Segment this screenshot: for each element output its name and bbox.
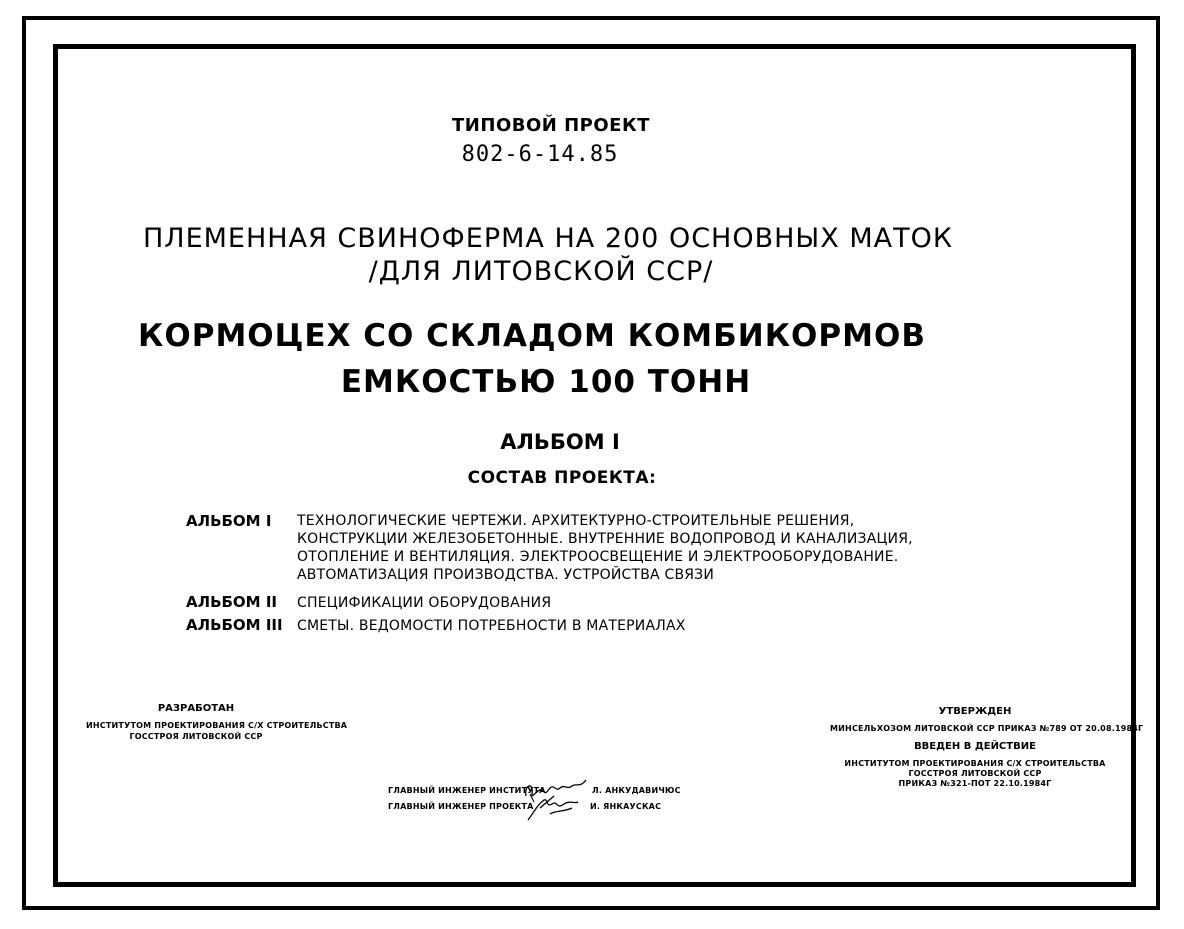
album-1-line: ОТОПЛЕНИЕ И ВЕНТИЛЯЦИЯ. ЭЛЕКТРООСВЕЩЕНИЕ И ЭЛЕКТРООБОРУДОВАНИЕ. <box>297 549 899 565</box>
album-1-label <box>186 512 271 530</box>
enacted-heading: ВВЕДЕН В ДЕЙСТВИЕ <box>914 741 1036 752</box>
album-label: АЛЬБОМ III <box>186 616 283 634</box>
main-title-line2: ЕМКОСТЬЮ 100 ТОНН <box>340 364 752 400</box>
chief-engineer-institute-name: Л. АНКУДАВИЧЮС <box>592 786 681 795</box>
enacted-line2: ГОССТРОЯ ЛИТОВСКОЙ ССР <box>908 769 1042 778</box>
developed-line1: ИНСТИТУТОМ ПРОЕКТИРОВАНИЯ С/Х СТРОИТЕЛЬСТВА <box>86 721 348 730</box>
farm-title-line1: ПЛЕМЕННАЯ СВИНОФЕРМА НА 200 ОСНОВНЫХ МАТОК <box>142 223 954 254</box>
developed-line2: ГОССТРОЯ ЛИТОВСКОЙ ССР <box>129 732 263 741</box>
handwritten-signatures <box>520 774 594 824</box>
album-3-line: СМЕТЫ. ВЕДОМОСТИ ПОТРЕБНОСТИ В МАТЕРИАЛАХ <box>297 618 686 634</box>
album-label: АЛЬБОМ I <box>186 512 272 530</box>
contents-heading: СОСТАВ ПРОЕКТА: <box>467 468 657 488</box>
enacted-line3: ПРИКАЗ №321-ПОТ 22.10.1984Г <box>898 779 1052 788</box>
project-number: 802-6-14.85 <box>461 142 619 167</box>
album-3-row <box>186 616 686 634</box>
farm-title-line2: /ДЛЯ ЛИТОВСКОЙ ССР/ <box>368 256 714 287</box>
developed-heading: РАЗРАБОТАН <box>157 703 235 714</box>
chief-engineer-institute-role: ГЛАВНЫЙ ИНЖЕНЕР ИНСТИТУТА <box>388 786 546 795</box>
enacted-line1: ИНСТИТУТОМ ПРОЕКТИРОВАНИЯ С/Х СТРОИТЕЛЬСТВА <box>844 759 1106 768</box>
approved-heading: УТВЕРЖДЕН <box>938 706 1012 717</box>
album-2-line: СПЕЦИФИКАЦИИ ОБОРУДОВАНИЯ <box>297 595 552 611</box>
album-1-description <box>297 512 913 584</box>
album-1-line: ТЕХНОЛОГИЧЕСКИЕ ЧЕРТЕЖИ. АРХИТЕКТУРНО-СТРОИТЕЛЬНЫЕ РЕШЕНИЯ, <box>297 513 855 529</box>
album-1-line: КОНСТРУКЦИИ ЖЕЛЕЗОБЕТОННЫЕ. ВНУТРЕННИЕ ВОДОПРОВОД И КАНАЛИЗАЦИЯ, <box>297 531 913 547</box>
project-type: ТИПОВОЙ ПРОЕКТ <box>452 115 650 136</box>
main-title-line1: КОРМОЦЕХ СО СКЛАДОМ КОМБИКОРМОВ <box>138 318 926 354</box>
album-1-line: АВТОМАТИЗАЦИЯ ПРОИЗВОДСТВА. УСТРОЙСТВА СВЯЗИ <box>297 567 715 583</box>
approved-line1: МИНСЕЛЬХОЗОМ ЛИТОВСКОЙ ССР ПРИКАЗ №789 ОТ 20.08.1984Г <box>830 724 1144 733</box>
album-label: АЛЬБОМ II <box>186 593 277 611</box>
album-heading: АЛЬБОМ I <box>500 430 620 454</box>
album-2-row <box>186 593 551 611</box>
chief-engineer-project-role: ГЛАВНЫЙ ИНЖЕНЕР ПРОЕКТА <box>388 802 534 811</box>
chief-engineer-project-name: И. ЯНКАУСКАС <box>590 802 662 811</box>
